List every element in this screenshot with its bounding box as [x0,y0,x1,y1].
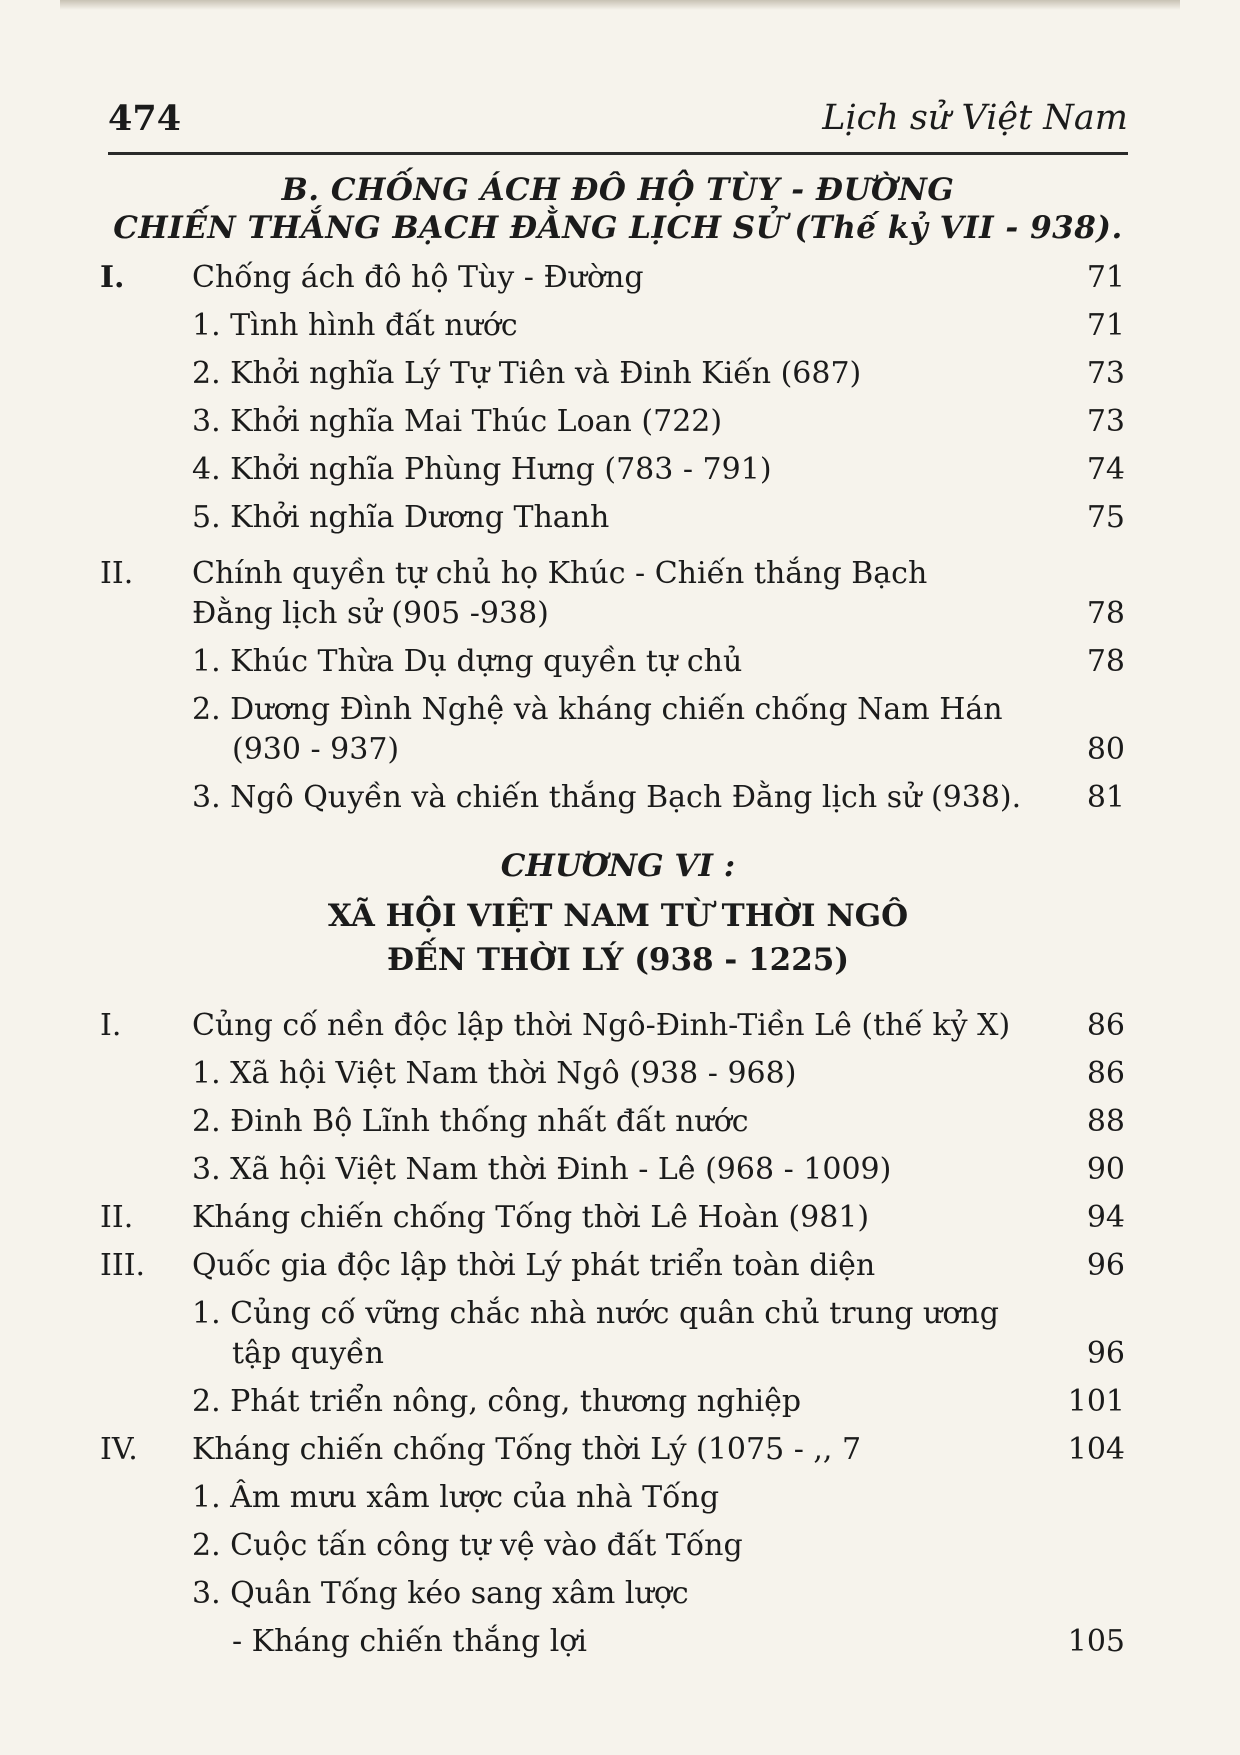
running-title: Lịch sử Việt Nam [822,98,1128,138]
entry-page: 94 [1086,1200,1125,1235]
entry-number: III. [100,1248,146,1283]
entry-page: 73 [1086,356,1125,391]
entry-title: 2. Phát triển nông, công, thương nghiệp [192,1384,802,1419]
entry-title: 2. Khởi nghĩa Lý Tự Tiên và Đinh Kiến (687) [192,356,862,391]
entry-page: 73 [1086,404,1125,439]
entry-title: Củng cố nền độc lập thời Ngô-Đinh-Tiền Lê (thế kỷ X) [192,1008,1011,1043]
entry-title: 2. Đinh Bộ Lĩnh thống nhất đất nước [192,1104,749,1139]
entry-title: - Kháng chiến thắng lợi [232,1624,587,1659]
entry-page: 81 [1086,780,1125,815]
section-b-title-line1: B. CHỐNG ÁCH ĐÔ HỘ TÙY - ĐƯỜNG [281,172,955,208]
entry-title: 1. Xã hội Việt Nam thời Ngô (938 - 968) [192,1056,797,1091]
chapter-label: CHƯƠNG VI : [500,848,736,884]
entry-title: 4. Khởi nghĩa Phùng Hưng (783 - 791) [192,452,772,487]
entry-page: 78 [1086,644,1125,679]
entry-title: 3. Ngô Quyền và chiến thắng Bạch Đằng lịch sử (938). [192,780,1022,815]
entry-title: 1. Âm mưu xâm lược của nhà Tống [192,1480,720,1515]
entry-page: 86 [1086,1008,1125,1043]
page-header [108,92,1128,155]
entry-page: 90 [1086,1152,1125,1187]
entry-title-line1: Chính quyền tự chủ họ Khúc - Chiến thắng Bạch [192,556,928,591]
entry-number: II. [100,556,134,591]
entry-page: 80 [1086,732,1125,767]
entry-page: 105 [1067,1624,1125,1659]
entry-title: 3. Xã hội Việt Nam thời Đinh - Lê (968 - 1009) [192,1152,892,1187]
entry-title: 1. Khúc Thừa Dụ dựng quyền tự chủ [192,644,743,679]
entry-number: IV. [100,1432,138,1467]
entry-title: 3. Khởi nghĩa Mai Thúc Loan (722) [192,404,723,439]
entry-title: Chống ách đô hộ Tùy - Đường [192,260,644,295]
entry-page: 96 [1086,1248,1125,1283]
entry-title: Kháng chiến chống Tống thời Lý (1075 - ,, 7 [192,1432,862,1467]
entry-page: 101 [1067,1384,1125,1419]
entry-title: 3. Quân Tống kéo sang xâm lược [192,1576,689,1611]
entry-page: 104 [1067,1432,1125,1467]
entry-number: I. [100,260,125,295]
entry-page: 71 [1086,260,1125,295]
entry-page: 71 [1086,308,1125,343]
entry-page: 86 [1086,1056,1125,1091]
entry-title: 1. Tình hình đất nước [192,308,518,343]
entry-title: 2. Cuộc tấn công tự vệ vào đất Tống [192,1528,743,1563]
section-b-title-line2: CHIẾN THẮNG BẠCH ĐẰNG LỊCH SỬ (Thế kỷ VII - 938). [113,210,1123,246]
entry-number: I. [100,1008,122,1043]
entry-title: 5. Khởi nghĩa Dương Thanh [192,500,610,535]
entry-title-line1: 1. Củng cố vững chắc nhà nước quân chủ trung ương [192,1296,999,1331]
entry-page: 74 [1086,452,1125,487]
entry-page: 88 [1086,1104,1125,1139]
entry-title-line2: tập quyền [232,1336,384,1371]
entry-page: 96 [1086,1336,1125,1371]
entry-page: 75 [1086,500,1125,535]
chapter-title-line1: XÃ HỘI VIỆT NAM TỪ THỜI NGÔ [327,898,909,934]
entry-page: 78 [1086,596,1125,631]
entry-number: II. [100,1200,134,1235]
page-number: 474 [108,98,182,139]
entry-title-line1: 2. Dương Đình Nghệ và kháng chiến chống Nam Hán [192,692,1003,727]
entry-title: Kháng chiến chống Tống thời Lê Hoàn (981) [192,1200,870,1235]
entry-title: Quốc gia độc lập thời Lý phát triển toàn diện [192,1248,876,1283]
entry-title-line2: (930 - 937) [232,732,400,767]
chapter-title-line2: ĐẾN THỜI LÝ (938 - 1225) [386,942,850,978]
entry-title-line2: Đằng lịch sử (905 -938) [192,596,549,631]
page-edge-shadow [60,0,1180,10]
